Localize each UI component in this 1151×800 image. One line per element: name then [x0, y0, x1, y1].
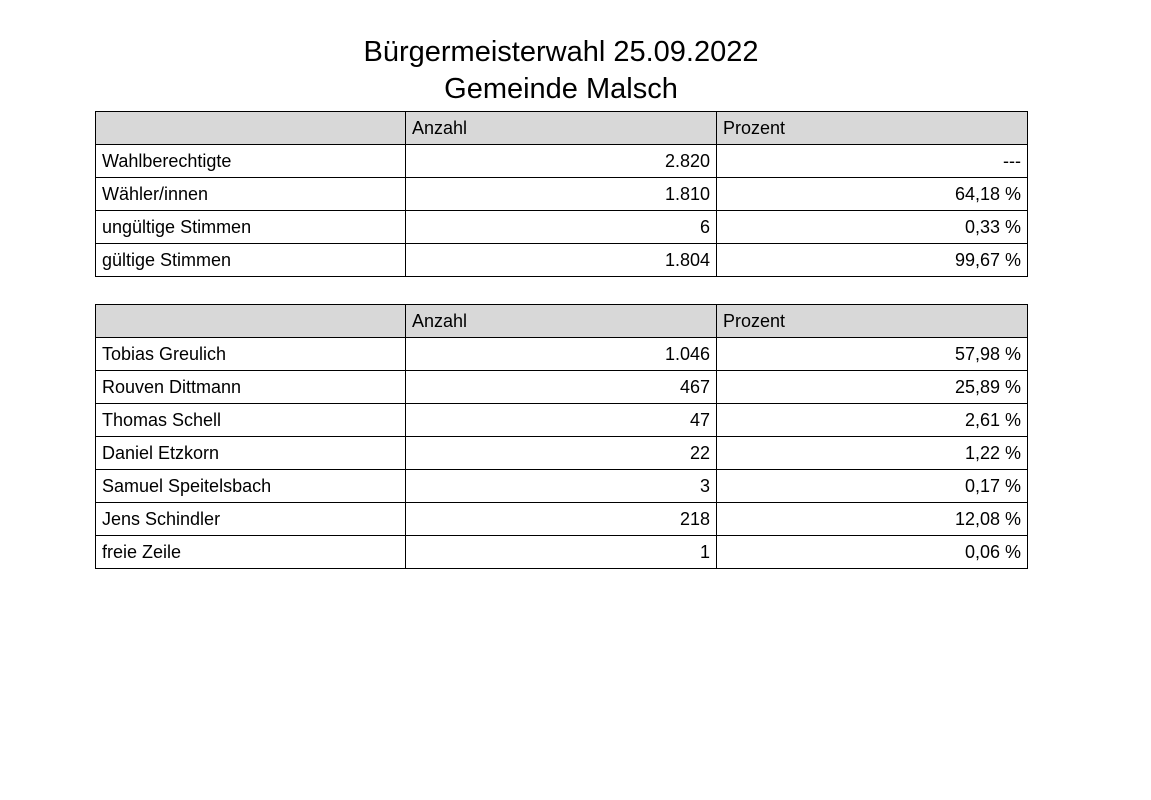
candidate-anzahl: 467	[406, 371, 717, 404]
summary-header-label	[96, 112, 406, 145]
row-prozent: 99,67 %	[717, 244, 1028, 277]
candidate-anzahl: 22	[406, 437, 717, 470]
table-row	[96, 178, 1028, 211]
table-row	[96, 145, 1028, 178]
candidate-name: Daniel Etzkorn	[96, 437, 406, 470]
table-row	[96, 371, 1028, 404]
candidate-prozent: 57,98 %	[717, 338, 1028, 371]
table-row	[96, 404, 1028, 437]
row-label: Wähler/innen	[96, 178, 406, 211]
table-row	[96, 536, 1028, 569]
candidate-name: Jens Schindler	[96, 503, 406, 536]
title-municipality: Gemeinde Malsch	[444, 73, 678, 105]
candidates-header-prozent: Prozent	[717, 305, 1028, 338]
row-anzahl: 2.820	[406, 145, 717, 178]
row-label: gültige Stimmen	[96, 244, 406, 277]
row-prozent: 0,33 %	[717, 211, 1028, 244]
candidate-anzahl: 1.046	[406, 338, 717, 371]
candidate-name: Thomas Schell	[96, 404, 406, 437]
candidate-name: Rouven Dittmann	[96, 371, 406, 404]
candidate-prozent: 25,89 %	[717, 371, 1028, 404]
table-row	[96, 338, 1028, 371]
candidate-prozent: 0,06 %	[717, 536, 1028, 569]
table-row	[96, 503, 1028, 536]
row-label: ungültige Stimmen	[96, 211, 406, 244]
row-anzahl: 6	[406, 211, 717, 244]
row-anzahl: 1.804	[406, 244, 717, 277]
candidate-anzahl: 47	[406, 404, 717, 437]
candidate-name: Tobias Greulich	[96, 338, 406, 371]
row-label: Wahlberechtigte	[96, 145, 406, 178]
candidate-prozent: 12,08 %	[717, 503, 1028, 536]
candidate-anzahl: 3	[406, 470, 717, 503]
candidate-name: freie Zeile	[96, 536, 406, 569]
row-prozent: ---	[717, 145, 1028, 178]
table-row	[96, 244, 1028, 277]
title-election: Bürgermeisterwahl 25.09.2022	[363, 36, 759, 68]
candidates-table	[95, 304, 1028, 569]
summary-header-anzahl: Anzahl	[406, 112, 717, 145]
candidates-header-row	[96, 305, 1028, 338]
candidates-header-anzahl: Anzahl	[406, 305, 717, 338]
summary-header-prozent: Prozent	[717, 112, 1028, 145]
summary-table	[95, 111, 1028, 277]
candidate-anzahl: 1	[406, 536, 717, 569]
page-title	[0, 34, 1122, 108]
candidate-name: Samuel Speitelsbach	[96, 470, 406, 503]
candidate-anzahl: 218	[406, 503, 717, 536]
summary-header-row	[96, 112, 1028, 145]
row-anzahl: 1.810	[406, 178, 717, 211]
candidate-prozent: 0,17 %	[717, 470, 1028, 503]
table-row	[96, 437, 1028, 470]
row-prozent: 64,18 %	[717, 178, 1028, 211]
table-row	[96, 211, 1028, 244]
candidates-header-label	[96, 305, 406, 338]
table-row	[96, 470, 1028, 503]
candidate-prozent: 2,61 %	[717, 404, 1028, 437]
candidate-prozent: 1,22 %	[717, 437, 1028, 470]
